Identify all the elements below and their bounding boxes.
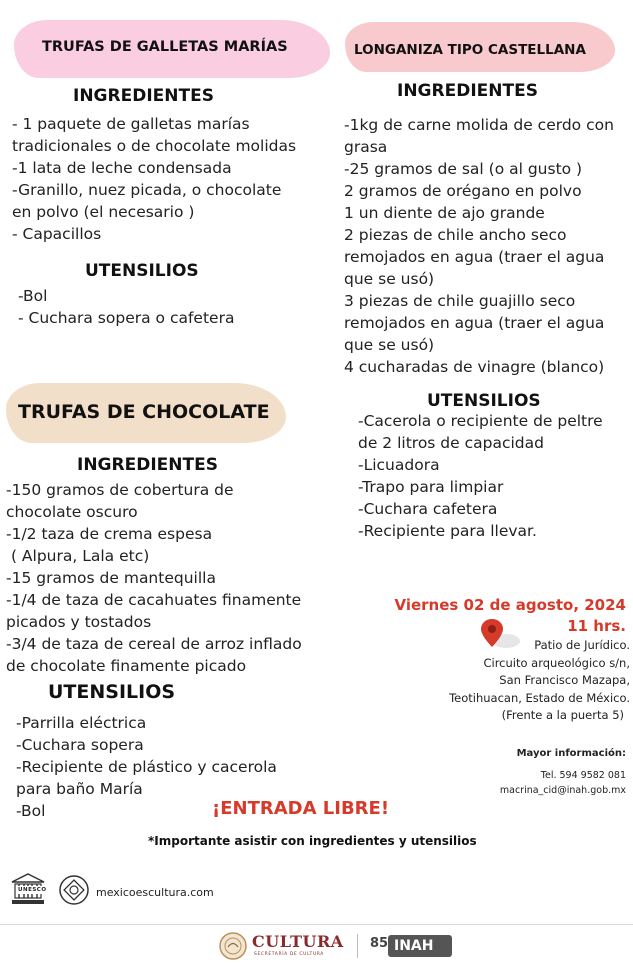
recipe1-utensils-heading: UTENSILIOS — [85, 261, 199, 281]
event-time: 11 hrs. — [567, 617, 626, 635]
list-item: -1/2 taza de crema espesa ( Alpura, Lala etc) — [6, 525, 213, 565]
inah-logo — [388, 935, 452, 957]
list-item: 3 piezas de chile guajillo seco remojados en agua (traer el agua que se usó) — [344, 292, 605, 354]
list-item: -Recipiente de plástico y cacerola para baño María — [16, 758, 277, 798]
entrada-libre: ¡ENTRADA LIBRE! — [212, 798, 390, 819]
contact-phone: Tel. 594 9582 081 — [540, 770, 626, 781]
unesco-label: UNESCO — [18, 887, 47, 893]
address-line: Patio de Jurídico. — [534, 638, 630, 652]
list-item: - Capacillos — [12, 225, 102, 243]
list-item: 4 cucharadas de vinagre (blanco) — [344, 358, 605, 376]
recipe1-ingredients-list — [12, 113, 332, 245]
cultura-subtitle: SECRETARÍA DE CULTURA — [254, 952, 324, 957]
list-item: - Cuchara sopera o cafetera — [18, 309, 235, 327]
recipe2-utensils-list — [358, 410, 628, 542]
inah-wordmark: INAH — [394, 938, 434, 954]
list-item: -Cacerola o recipiente de peltre de 2 litros de capacidad — [358, 412, 603, 452]
recipe2-ingredients-heading: INGREDIENTES — [397, 81, 538, 101]
list-item: -1/4 de taza de cacahuates finamente picados y tostados — [6, 591, 302, 631]
unesco-logo — [10, 872, 46, 906]
recipe1-ingredients-heading: INGREDIENTES — [73, 86, 214, 106]
recipe2-ingredients-list — [344, 114, 630, 378]
contact-email[interactable]: macrina_cid@inah.gob.mx — [499, 785, 626, 796]
importante-note: *Importante asistir con ingredientes y utensilios — [148, 834, 477, 848]
list-item: -Trapo para limpiar — [358, 478, 504, 496]
list-item: -1kg de carne molida de cerdo con grasa — [344, 116, 614, 156]
recipe2-utensils-heading: UTENSILIOS — [427, 391, 541, 411]
event-address — [420, 637, 630, 725]
list-item: -15 gramos de mantequilla — [6, 569, 216, 587]
list-item: -150 gramos de cobertura de chocolate oscuro — [6, 481, 234, 521]
cultura-seal-icon — [218, 931, 248, 961]
recipe1-utensils-list — [18, 285, 318, 329]
list-item: -25 gramos de sal (o al gusto ) — [344, 160, 583, 178]
list-item: -Granillo, nuez picada, o chocolate en polvo (el necesario ) — [12, 181, 282, 221]
list-item: - 1 paquete de galletas marías tradicionales o de chocolate molidas — [12, 115, 297, 155]
recipe3-ingredients-heading: INGREDIENTES — [77, 455, 218, 475]
more-info-label: Mayor información: — [516, 748, 626, 759]
recipe1-title: TRUFAS DE GALLETAS MARÍAS — [42, 39, 288, 55]
list-item: -Bol — [16, 802, 46, 820]
footer-divider — [0, 924, 633, 925]
recipe3-ingredients-list — [6, 479, 336, 677]
inah-anniversary: 85 — [370, 936, 389, 951]
list-item: 1 un diente de ajo grande — [344, 204, 545, 222]
list-item: -Parrilla eléctrica — [16, 714, 147, 732]
list-item: -Cuchara cafetera — [358, 500, 498, 518]
cultura-wordmark: CULTURA — [252, 932, 344, 951]
address-line: Teotihuacan, Estado de México. — [449, 690, 630, 705]
recipe2-title: LONGANIZA TIPO CASTELLANA — [354, 42, 586, 58]
address-line: (Frente a la puerta 5) — [501, 708, 624, 722]
list-item: -Recipiente para llevar. — [358, 522, 537, 540]
list-item: -Cuchara sopera — [16, 736, 144, 754]
list-item: -Licuadora — [358, 456, 440, 474]
address-line: San Francisco Mazapa, — [499, 673, 630, 687]
list-item: 2 gramos de orégano en polvo — [344, 182, 582, 200]
list-item: -Bol — [18, 287, 48, 305]
recipe3-title: TRUFAS DE CHOCOLATE — [18, 401, 270, 423]
recipe3-utensils-heading: UTENSILIOS — [48, 681, 176, 703]
event-date: Viernes 02 de agosto, 2024 — [394, 596, 626, 614]
website-link[interactable]: mexicoescultura.com — [96, 886, 214, 899]
list-item: -3/4 de taza de cereal de arroz inflado de chocolate finamente picado — [6, 635, 302, 675]
list-item: -1 lata de leche condensada — [12, 159, 232, 177]
list-item: 2 piezas de chile ancho seco remojados en agua (traer el agua que se usó) — [344, 226, 605, 288]
world-heritage-icon — [58, 874, 90, 906]
logo-separator — [357, 934, 358, 958]
address-line: Circuito arqueológico s/n, — [483, 655, 630, 670]
